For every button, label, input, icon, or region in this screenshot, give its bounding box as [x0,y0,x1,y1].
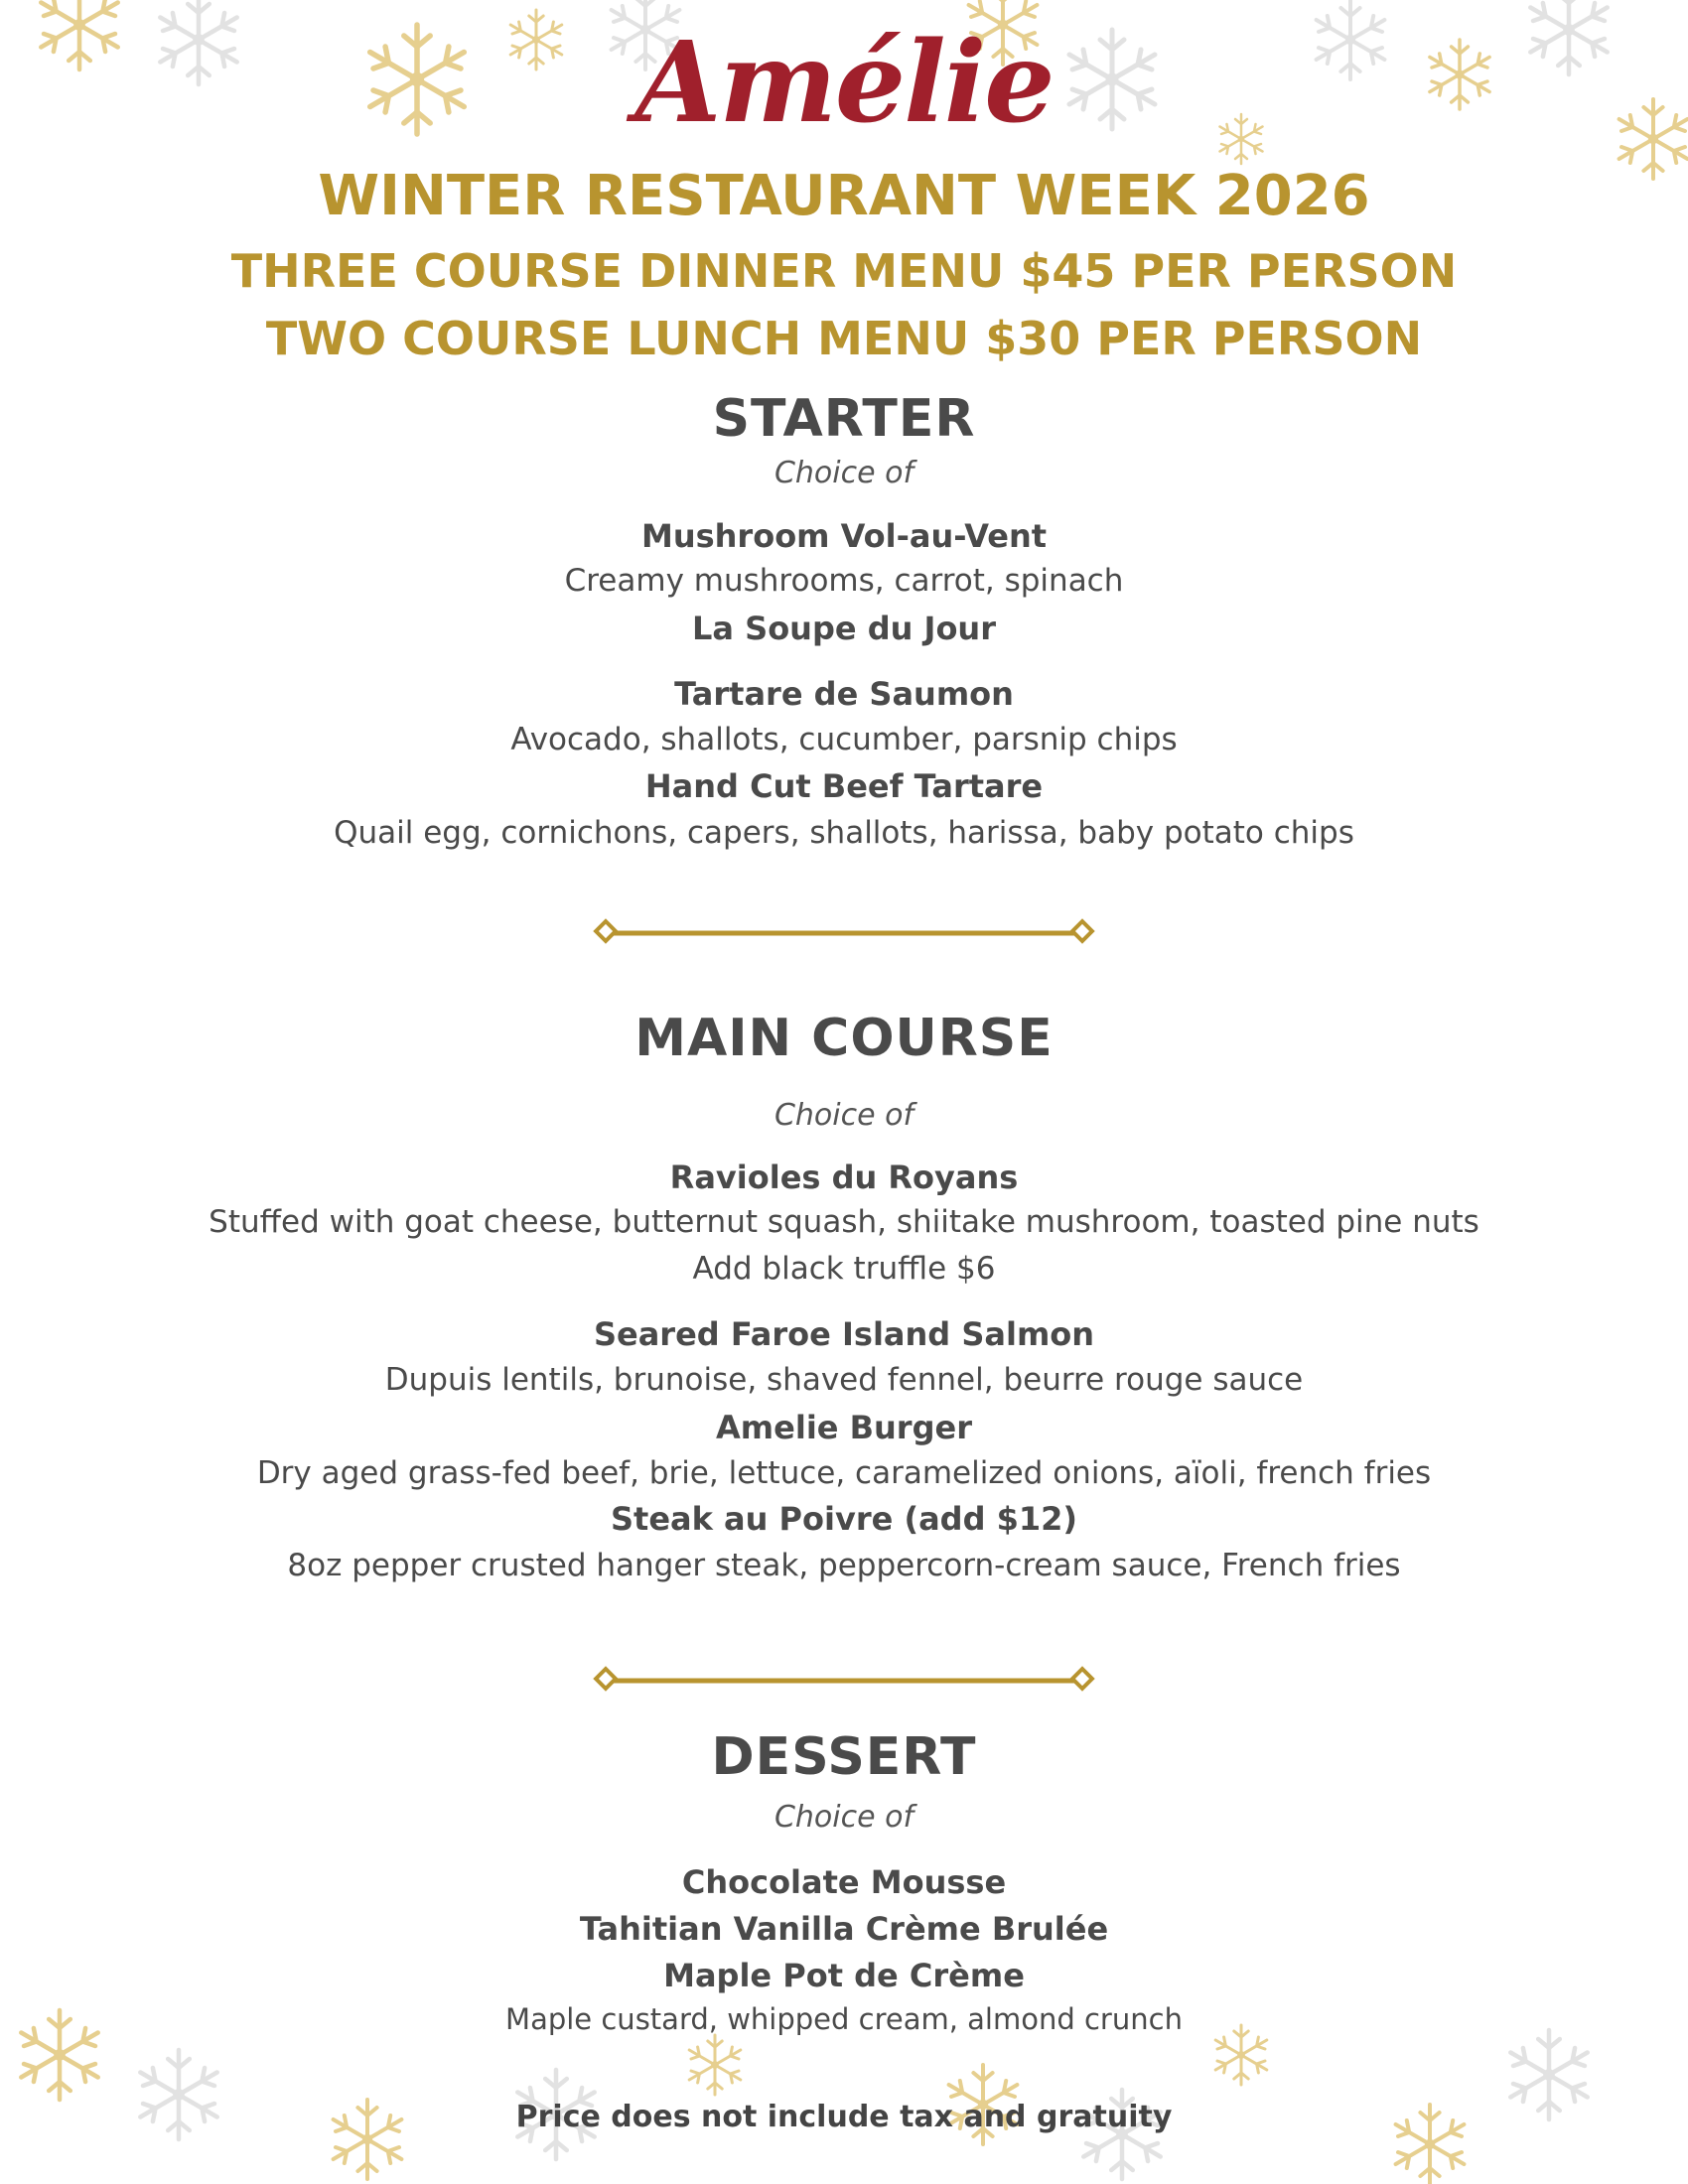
menu-item: Hand Cut Beef Tartare [644,767,1044,805]
price-disclaimer: Price does not include tax and gratuity [515,2100,1173,2134]
menu-item: La Soupe du Jour [692,610,996,647]
restaurant-logo: Amélie [634,18,1054,148]
menu-item-description: Quail egg, cornichons, capers, shallots, harissa, baby potato chips [334,815,1354,851]
lunch-price: TWO COURSE LUNCH MENU $30 PER PERSON [265,312,1423,365]
dessert-heading: DESSERT [711,1727,977,1787]
event-title: WINTER RESTAURANT WEEK 2026 [318,164,1370,228]
menu-item: Tahitian Vanilla Crème Brulée [579,1910,1109,1948]
section-divider [0,1666,1688,1696]
menu-item-description: Stuffed with goat cheese, butternut squash, shiitake mushroom, toasted pine nuts [209,1204,1479,1240]
menu-item-description: Dry aged grass-fed beef, brie, lettuce, caramelized onions, aïoli, french fries [256,1455,1432,1491]
menu-item: Chocolate Mousse [681,1863,1007,1901]
menu-item-description: Creamy mushrooms, carrot, spinach [564,563,1124,599]
menu-item-description: Avocado, shallots, cucumber, parsnip chips [510,722,1178,757]
menu-item: Maple Pot de Crème [663,1957,1025,1994]
menu-item-description: Dupuis lentils, brunoise, shaved fennel, beurre rouge sauce [384,1362,1304,1398]
main-course-choice: Choice of [774,1098,914,1133]
menu-item-description: Maple custard, whipped cream, almond crunch [505,2002,1183,2036]
dessert-choice: Choice of [774,1800,914,1835]
dinner-price: THREE COURSE DINNER MENU $45 PER PERSON [230,244,1458,298]
menu-item-description: 8oz pepper crusted hanger steak, peppercorn-cream sauce, French fries [287,1548,1401,1583]
menu-item: Amelie Burger [716,1409,972,1446]
starter-heading: STARTER [712,389,976,449]
menu-item: Steak au Poivre (add $12) [610,1500,1078,1538]
section-divider [0,918,1688,948]
menu-item: Tartare de Saumon [674,675,1014,713]
menu-item: Mushroom Vol-au-Vent [640,517,1048,555]
main-course-heading: MAIN COURSE [634,1009,1054,1068]
menu-item: Ravioles du Royans [669,1159,1019,1196]
starter-choice: Choice of [774,456,914,490]
menu-item: Seared Faroe Island Salmon [593,1315,1095,1353]
menu-item-addon: Add black truffle $6 [692,1251,996,1287]
